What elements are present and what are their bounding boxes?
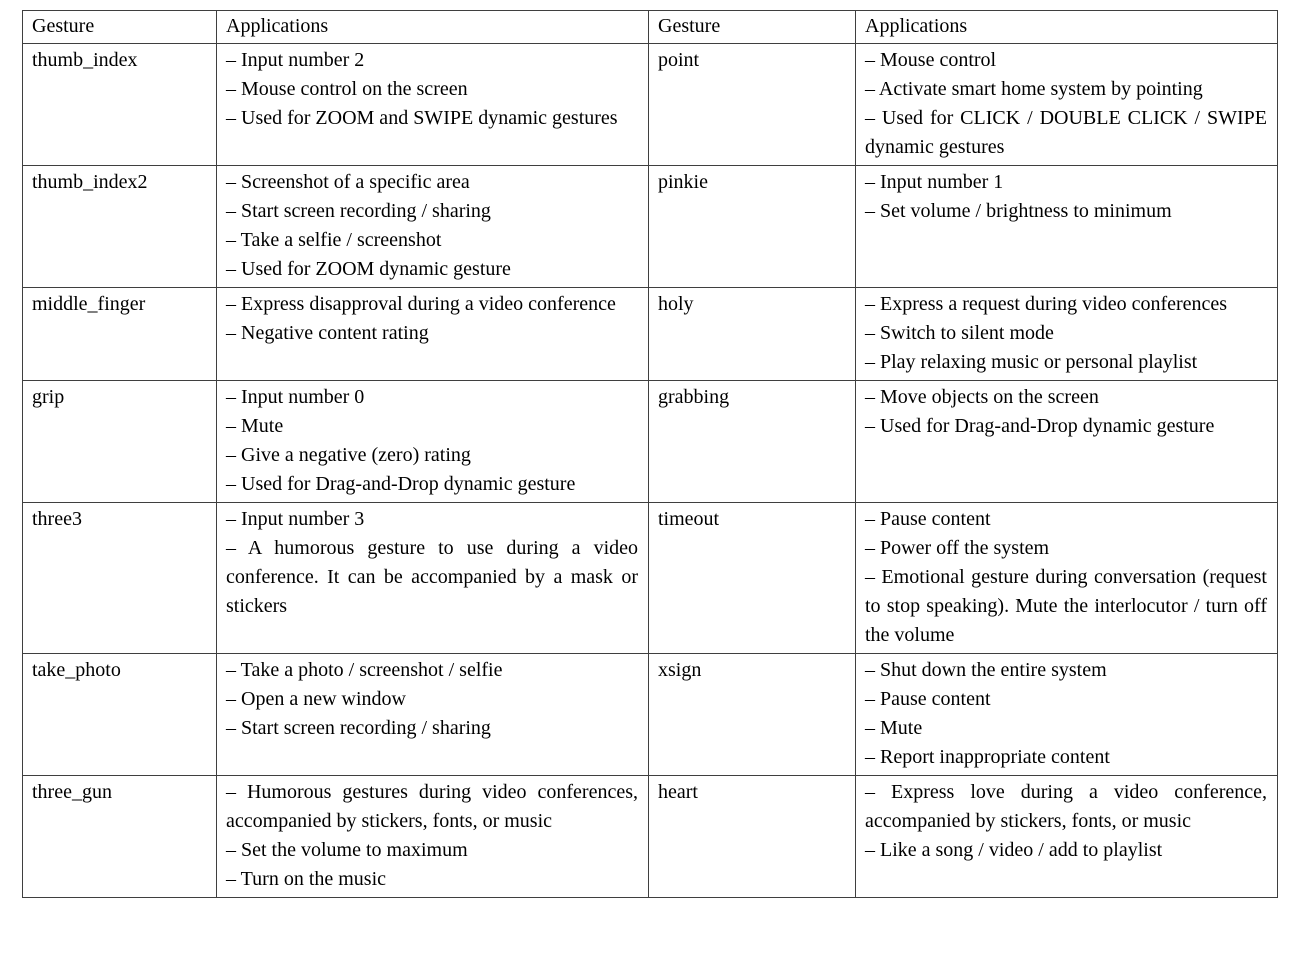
- application-item: – Switch to silent mode: [865, 322, 1054, 344]
- application-item: – Set the volume to maximum: [226, 839, 468, 861]
- application-item: – Start screen recording / sharing: [226, 717, 491, 739]
- gesture-cell: middle_finger: [23, 288, 217, 381]
- table-row: [23, 44, 1278, 166]
- gesture-cell: heart: [649, 776, 856, 898]
- application-item: – Input number 1: [865, 171, 1004, 193]
- application-item: – Mute: [226, 415, 284, 437]
- application-item: – Input number 3: [226, 508, 365, 530]
- application-item: – Used for CLICK / DOUBLE CLICK / SWIPE dynamic gestures: [865, 107, 1267, 158]
- applications-cell: [856, 654, 1278, 776]
- application-item: – Set volume / brightness to minimum: [865, 200, 1172, 222]
- application-item: – Report inappropriate content: [865, 746, 1110, 768]
- application-item: – Express love during a video conference, accompanied by stickers, fonts, or music: [865, 781, 1267, 832]
- table-row: [23, 381, 1278, 503]
- application-item: – Activate smart home system by pointing: [865, 78, 1203, 100]
- application-item: – Used for Drag-and-Drop dynamic gesture: [226, 473, 576, 495]
- table-row: [23, 654, 1278, 776]
- gesture-cell: thumb_index: [23, 44, 217, 166]
- gesture-cell: xsign: [649, 654, 856, 776]
- applications-cell: [217, 503, 649, 654]
- applications-cell: [856, 381, 1278, 503]
- table-row: [23, 288, 1278, 381]
- gesture-cell: three3: [23, 503, 217, 654]
- applications-cell: [217, 654, 649, 776]
- applications-cell: [217, 288, 649, 381]
- column-header-gesture-left: Gesture: [23, 11, 217, 44]
- application-item: – Give a negative (zero) rating: [226, 444, 471, 466]
- application-item: – Pause content: [865, 688, 991, 710]
- gesture-cell: point: [649, 44, 856, 166]
- applications-cell: [856, 166, 1278, 288]
- column-header-gesture-right: Gesture: [649, 11, 856, 44]
- application-item: – Take a selfie / screenshot: [226, 229, 442, 251]
- gesture-table-body: [23, 44, 1278, 898]
- application-item: – Express a request during video conferences: [865, 293, 1228, 315]
- application-item: – Start screen recording / sharing: [226, 200, 491, 222]
- gesture-cell: thumb_index2: [23, 166, 217, 288]
- application-item: – Shut down the entire system: [865, 659, 1107, 681]
- table-row: [23, 166, 1278, 288]
- application-item: – Move objects on the screen: [865, 386, 1099, 408]
- application-item: – Mouse control on the screen: [226, 78, 468, 100]
- application-item: – Negative content rating: [226, 322, 429, 344]
- gesture-cell: holy: [649, 288, 856, 381]
- application-item: – A humorous gesture to use during a video conference. It can be accompanied by a mask or stickers: [226, 537, 638, 617]
- gesture-applications-table: [22, 10, 1278, 898]
- application-item: – Like a song / video / add to playlist: [865, 839, 1163, 861]
- applications-cell: [217, 44, 649, 166]
- gesture-cell: take_photo: [23, 654, 217, 776]
- table-header: [23, 11, 1278, 44]
- column-header-applications-right: Applications: [856, 11, 1278, 44]
- header-row: [23, 11, 1278, 44]
- application-item: – Take a photo / screenshot / selfie: [226, 659, 503, 681]
- application-item: – Used for ZOOM and SWIPE dynamic gestures: [226, 107, 618, 129]
- applications-cell: [217, 381, 649, 503]
- application-item: – Express disapproval during a video conference: [226, 293, 616, 315]
- application-item: – Open a new window: [226, 688, 406, 710]
- application-item: – Play relaxing music or personal playlist: [865, 351, 1198, 373]
- application-item: – Mouse control: [865, 49, 997, 71]
- application-item: – Used for Drag-and-Drop dynamic gesture: [865, 415, 1215, 437]
- application-item: – Input number 0: [226, 386, 365, 408]
- application-item: – Screenshot of a specific area: [226, 171, 470, 193]
- application-item: – Turn on the music: [226, 868, 387, 890]
- applications-cell: [217, 166, 649, 288]
- gesture-cell: timeout: [649, 503, 856, 654]
- applications-cell: [856, 503, 1278, 654]
- application-item: – Input number 2: [226, 49, 365, 71]
- applications-cell: [217, 776, 649, 898]
- gesture-cell: pinkie: [649, 166, 856, 288]
- applications-cell: [856, 288, 1278, 381]
- application-item: – Emotional gesture during conversation (request to stop speaking). Mute the interlocutor / turn off the volume: [865, 566, 1267, 646]
- applications-cell: [856, 44, 1278, 166]
- application-item: – Used for ZOOM dynamic gesture: [226, 258, 511, 280]
- application-item: – Power off the system: [865, 537, 1050, 559]
- gesture-cell: three_gun: [23, 776, 217, 898]
- application-item: – Mute: [865, 717, 923, 739]
- table-row: [23, 503, 1278, 654]
- column-header-applications-left: Applications: [217, 11, 649, 44]
- applications-cell: [856, 776, 1278, 898]
- table-row: [23, 776, 1278, 898]
- gesture-cell: grabbing: [649, 381, 856, 503]
- gesture-cell: grip: [23, 381, 217, 503]
- application-item: – Humorous gestures during video conferences, accompanied by stickers, fonts, or music: [226, 781, 638, 832]
- application-item: – Pause content: [865, 508, 991, 530]
